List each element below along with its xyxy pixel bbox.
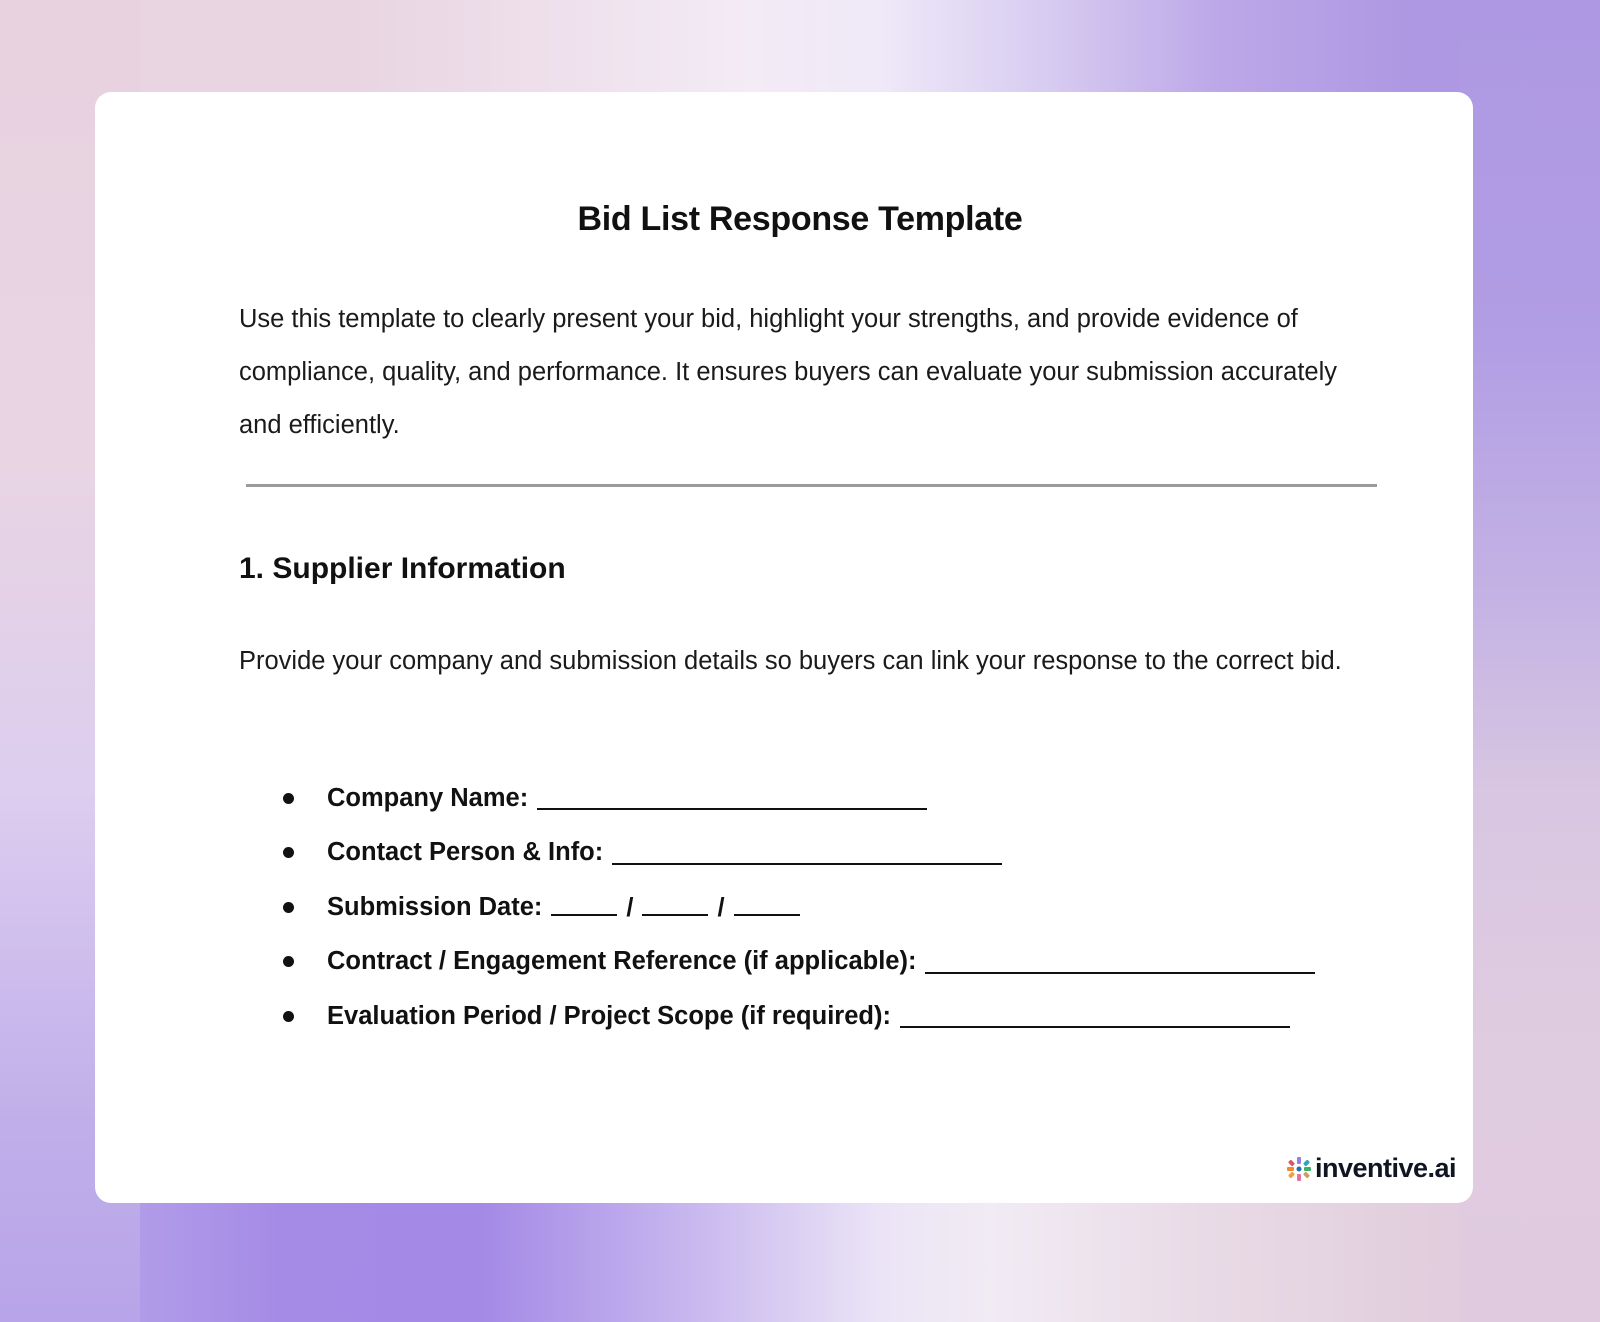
contract-reference-blank[interactable]: [925, 950, 1315, 974]
contact-person-blank[interactable]: [612, 841, 1002, 865]
field-label: Company Name:: [327, 783, 529, 812]
bullet-icon: [283, 956, 294, 967]
logo-wordmark: inventive.ai: [1315, 1153, 1457, 1183]
date-month-blank[interactable]: [642, 892, 708, 916]
field-label: Submission Date:: [327, 892, 543, 921]
field-label: Evaluation Period / Project Scope (if required):: [327, 1001, 891, 1030]
bullet-icon: [283, 793, 294, 804]
bullet-icon: [283, 1011, 294, 1022]
bullet-icon: [283, 847, 294, 858]
inventive-ai-logo: [1286, 1153, 1456, 1184]
date-blanks: [551, 892, 799, 923]
date-day-blank[interactable]: [551, 892, 617, 916]
evaluation-period-blank[interactable]: [900, 1004, 1290, 1028]
background-right-edge: [1460, 0, 1600, 1322]
field-label: Contact Person & Info:: [327, 838, 604, 867]
document-title: Bid List Response Template: [577, 200, 1023, 238]
field-contract-reference: [283, 935, 1315, 990]
field-label: Contract / Engagement Reference (if applicable):: [327, 947, 917, 976]
inventive-burst-icon: [1286, 1156, 1312, 1182]
date-separator: /: [626, 893, 634, 922]
date-year-blank[interactable]: [734, 892, 800, 916]
horizontal-divider: [246, 484, 1377, 487]
bullet-icon: [283, 902, 294, 913]
field-evaluation-period: [283, 989, 1315, 1044]
field-contact-person: [283, 826, 1315, 881]
company-name-blank[interactable]: [537, 786, 927, 810]
section-heading-supplier-information: 1. Supplier Information: [239, 552, 566, 585]
field-submission-date: [283, 880, 1315, 935]
section-description: Provide your company and submission details so buyers can link your response to the correct bid.: [239, 647, 1342, 675]
intro-paragraph: Use this template to clearly present your bid, highlight your strengths, and provide evidence of compliance, quality, and performance. It ensures buyers can evaluate your submission accurately and efficiently.: [239, 305, 1338, 439]
field-company-name: [283, 771, 1315, 826]
supplier-fields-list: [283, 771, 1315, 1044]
date-separator: /: [717, 893, 725, 922]
